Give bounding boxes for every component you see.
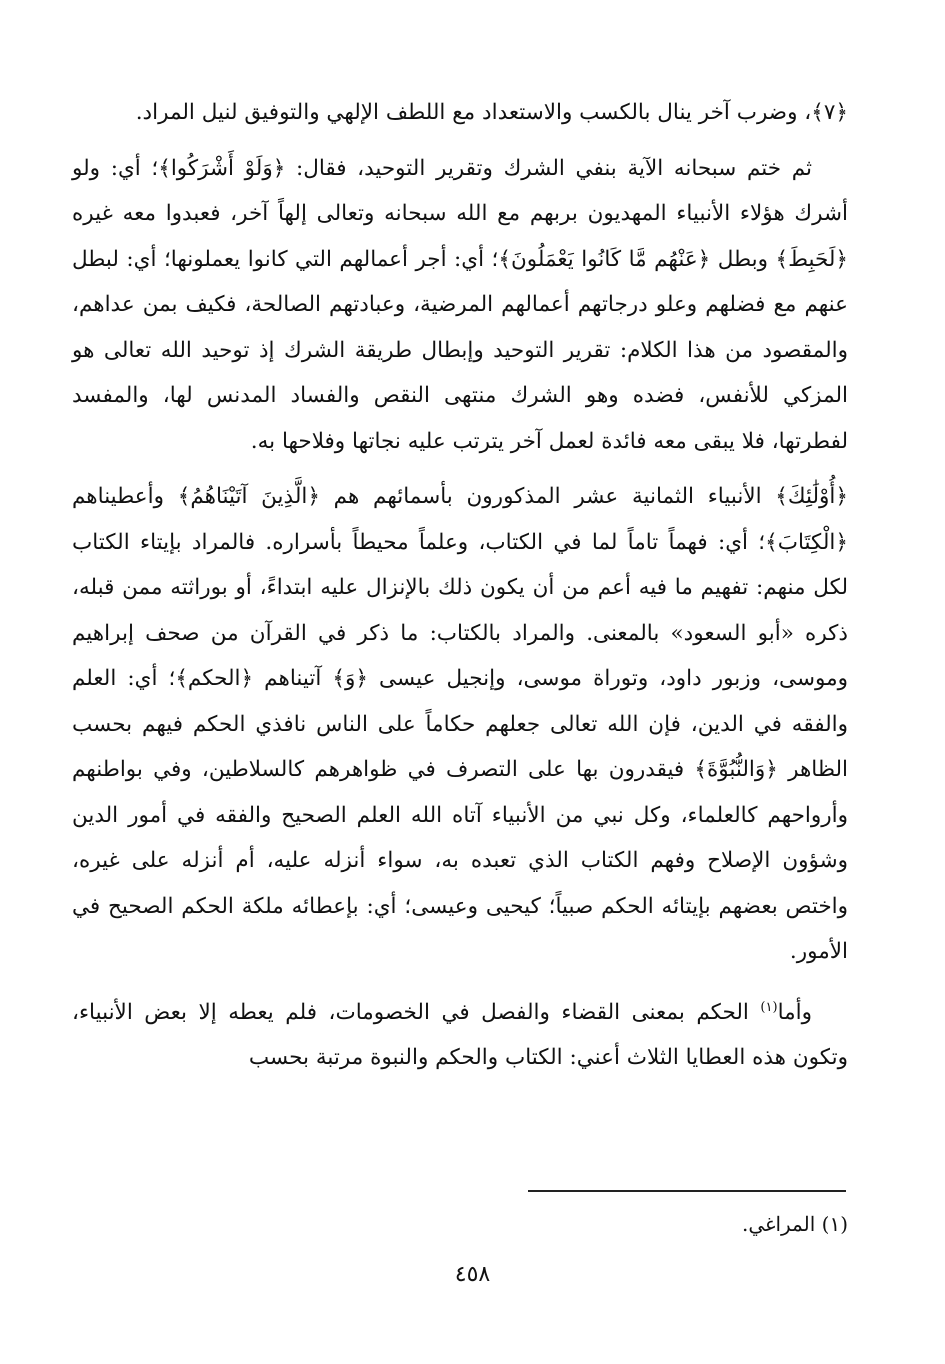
paragraph-4-start: وأما [777,999,812,1025]
paragraph-4 [72,985,848,1081]
paragraph-1: ﴿٧﴾، وضرب آخر ينال بالكسب والاستعداد مع اللطف الإلهي والتوفيق لنيل المراد. [135,100,848,125]
paragraph-2: ثم ختم سبحانه الآية بنفي الشرك وتقرير التوحيد، فقال: ﴿وَلَوْ أَشْرَكُوا﴾؛ أي: ولو أشرك هؤلاء الأنبياء المهديون بربهم مع الله سبحانه وتعالى إلهاً آخر، فعبدوا معه غيره ﴿لَحَبِطَ﴾ وبطل ﴿عَنْهُم مَّا كَانُوا يَعْمَلُونَ﴾؛ أي: أجر أعمالهم التي كانوا يعملونها؛ أي: لبطل عنهم مع فضلهم وعلو درجاتهم أعمالهم المرضية، وعبادتهم الصالحة، فكيف بمن عداهم، والمقصود من هذا الكلام: تقرير التوحيد وإبطال طريقة الشرك إذ توحيد الله تعالى هو المزكي للأنفس، فضده وهو الشرك منتهى النقص والفساد المدنس لها، والمفسد لفطرتها، فلا يبقى معه فائدة لعمل آخر يترتب عليه نجاتها وفلاحها به. [72,155,848,454]
page-number: ٤٥٨ [454,1262,491,1287]
footnote-number: (١) [821,1212,848,1236]
footnote-text: المراغي. [741,1212,816,1236]
page-body [72,90,848,1091]
footnote [72,1208,848,1240]
paragraph-4-rest: الحكم بمعنى القضاء والفصل في الخصومات، فلم يعطه إلا بعض الأنبياء، وتكون هذه العطايا الثلاث أعني: الكتاب والحكم والنبوة مرتبة بحسب [72,999,848,1071]
footnote-marker[interactable]: (١) [760,999,778,1015]
footnote-divider [528,1190,846,1192]
paragraph-3: ﴿أُوْلَٰئِكَ﴾ الأنبياء الثمانية عشر المذكورون بأسمائهم هم ﴿الَّذِينَ آتَيْنَاهُمُ﴾ وأعطيناهم ﴿الْكِتَابَ﴾؛ أي: فهماً تاماً لما في الكتاب، وعلماً محيطاً بأسراره. فالمراد بإيتاء الكتاب لكل منهم: تفهيم ما فيه أعم من أن يكون ذلك بالإنزال عليه ابتداءً، أو بوراثته ممن قبله، ذكره «أبو السعود» بالمعنى. والمراد بالكتاب: ما ذكر في القرآن من صحف إبراهيم وموسى، وزبور داود، وتوراة موسى، وإنجيل عيسى ﴿وَ﴾ آتيناهم ﴿الحكم﴾؛ أي: العلم والفقه في الدين، فإن الله تعالى جعلهم حكاماً على الناس نافذي الحكم فيهم بحسب الظاهر ﴿وَالنُّبُوَّةَ﴾ فيقدرون بها على التصرف في ظواهرهم كالسلاطين، وفي بواطنهم وأرواحهم كالعلماء، وكل نبي من الأنبياء آتاه الله العلم الصحيح والفقه في أمور الدين وشؤون الإصلاح وفهم الكتاب الذي تعبده به، سواء أنزله عليه، أم أنزله على غيره، واختص بعضهم بإيتائه الحكم صبياً؛ كيحيى وعيسى؛ أي: بإعطائه ملكة الحكم الصحيح في الأمور. [72,484,848,964]
